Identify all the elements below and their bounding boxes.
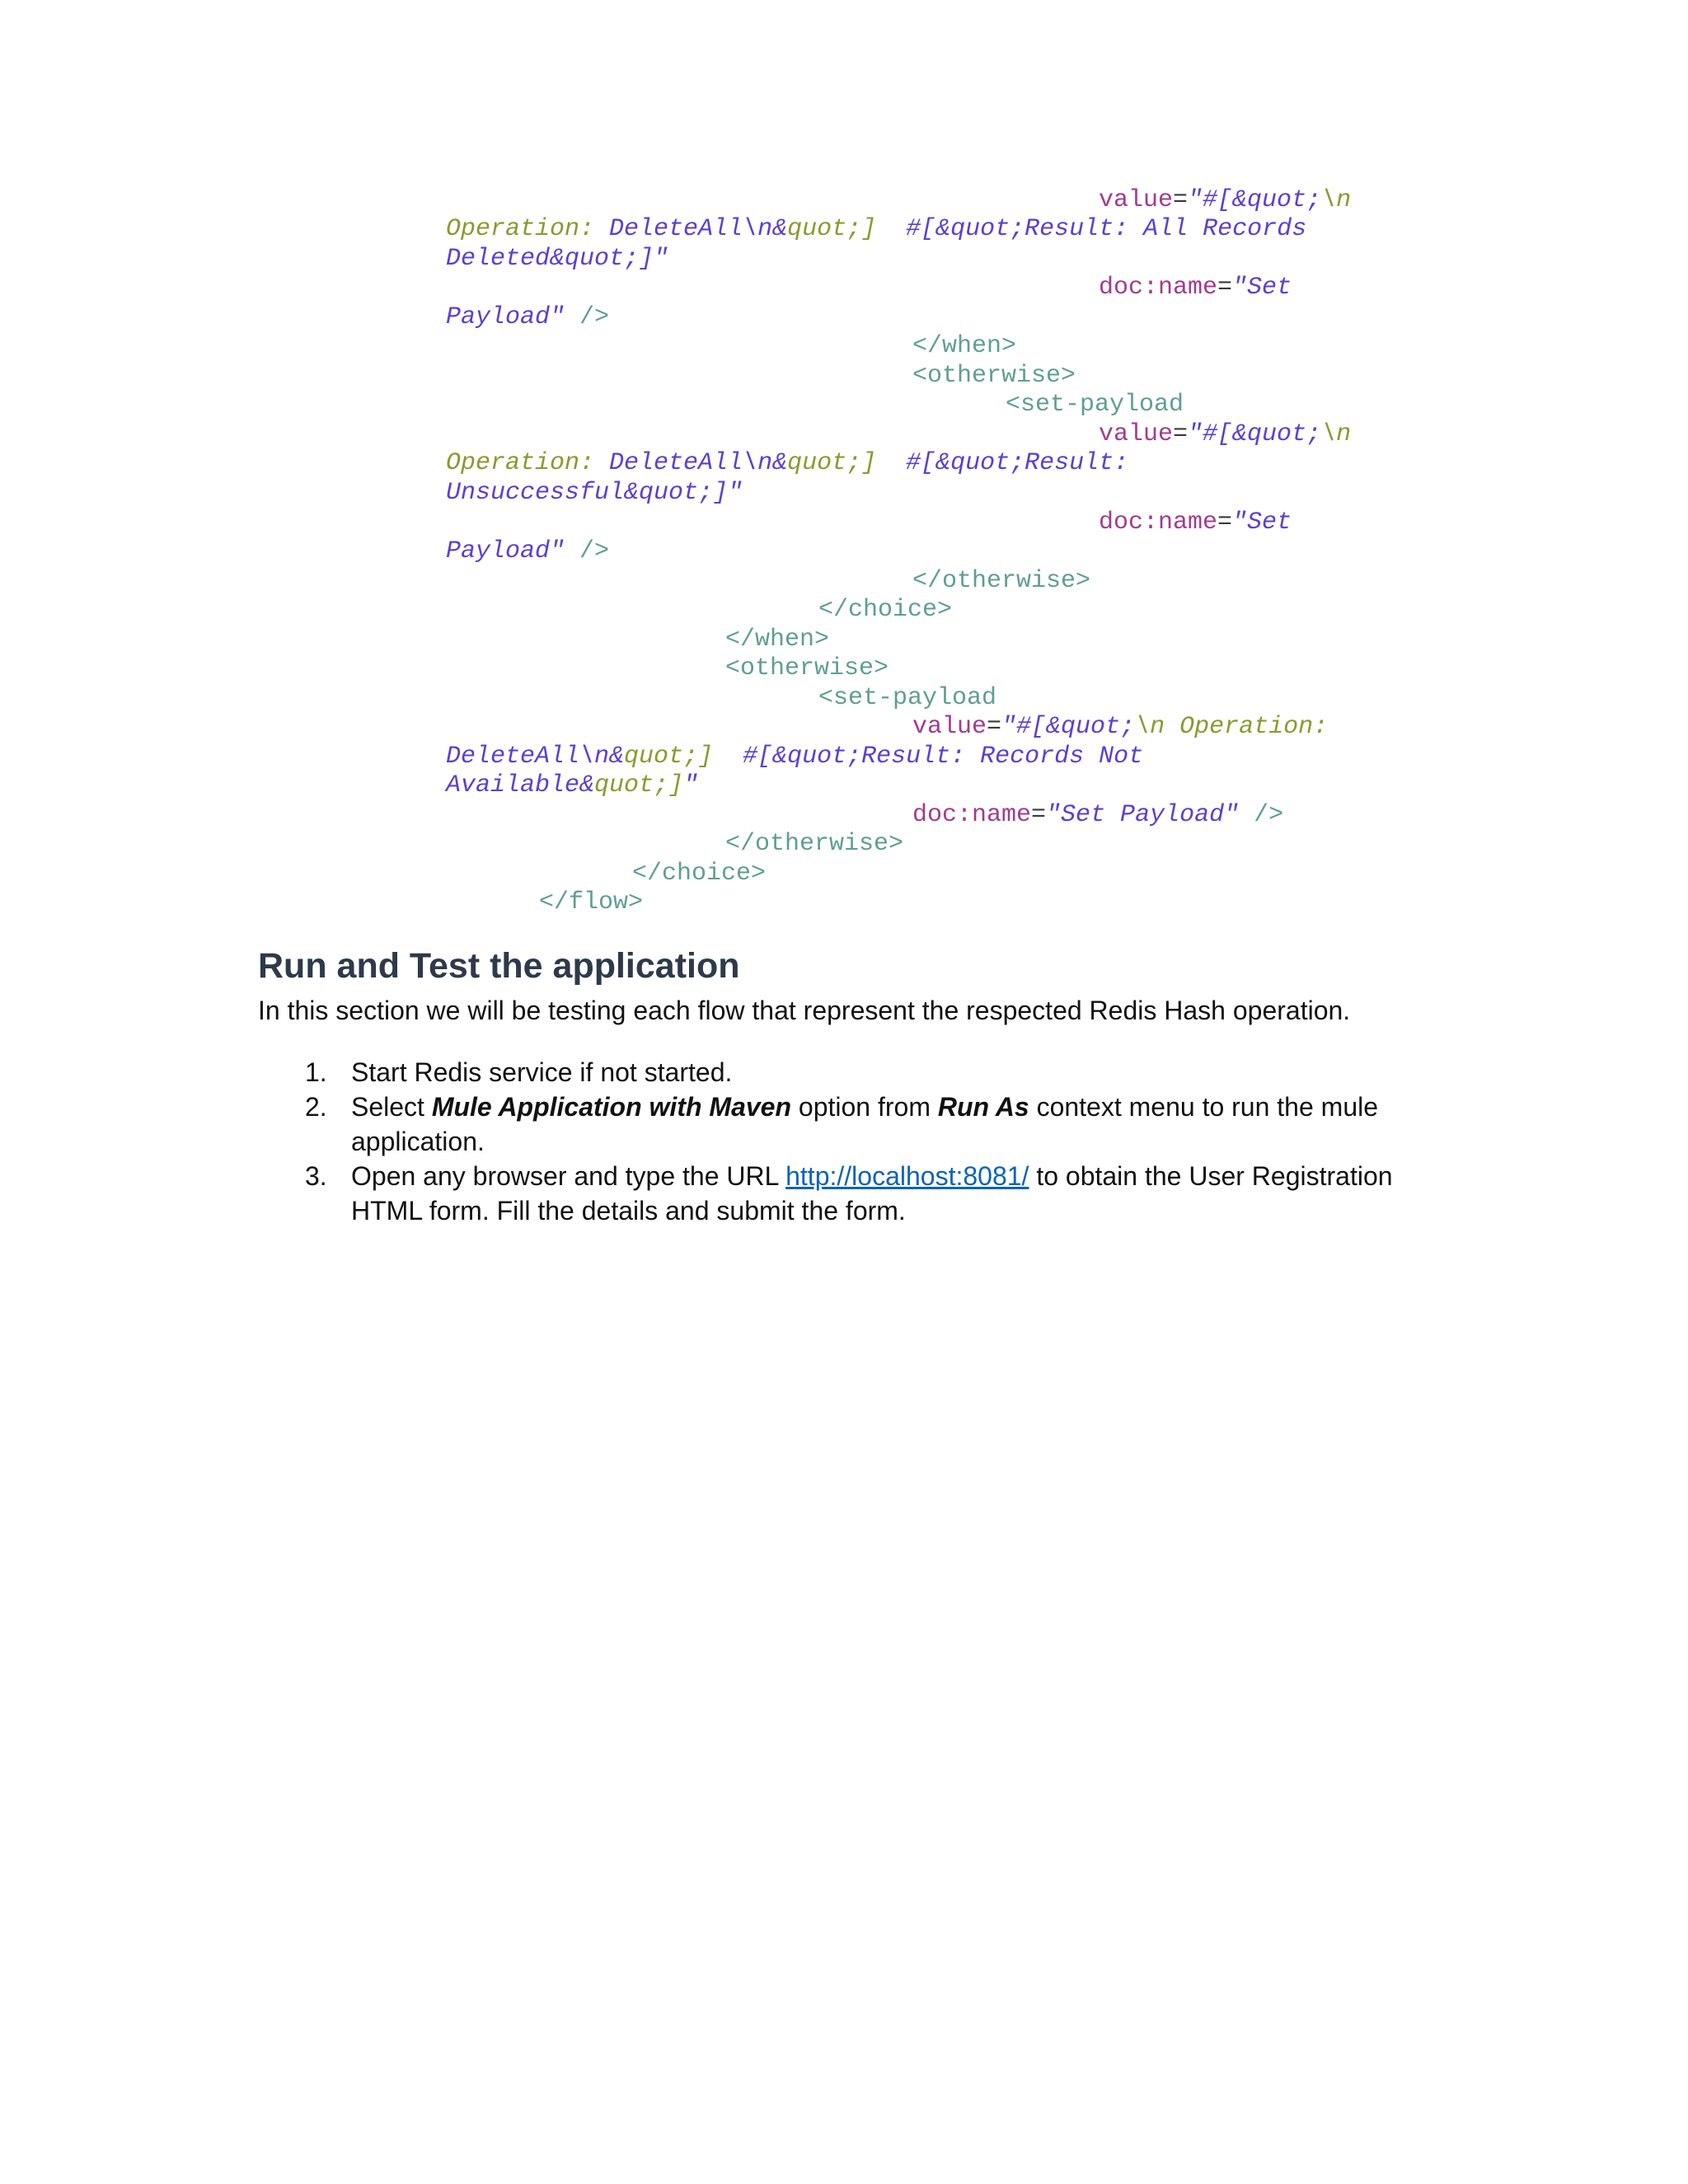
section-heading: Run and Test the application	[258, 946, 740, 986]
code-token: =	[1031, 801, 1047, 829]
code-line	[725, 654, 889, 684]
code-token: =	[1173, 186, 1189, 214]
code-token: </choice>	[632, 860, 767, 888]
code-token: </when>	[912, 332, 1017, 360]
url-link[interactable]: http://localhost:8081/	[785, 1161, 1029, 1191]
list-item-text	[351, 1159, 1428, 1228]
code-token: </otherwise>	[725, 830, 904, 858]
code-line	[446, 449, 1128, 479]
code-line	[446, 479, 743, 509]
step-text-run: Start Redis service if not started.	[351, 1057, 733, 1087]
step-text-run: option from	[791, 1092, 938, 1122]
code-token: quot;]	[787, 215, 877, 243]
code-line	[1099, 420, 1351, 450]
code-token: =	[1173, 420, 1189, 448]
code-line	[912, 713, 1328, 743]
code-token: Payload"	[446, 537, 565, 565]
code-line	[1006, 391, 1184, 420]
code-line	[818, 596, 952, 626]
code-line	[446, 771, 698, 801]
code-token: DeleteAll\n&	[594, 215, 788, 243]
code-token: =	[987, 713, 1002, 741]
code-token: <set-payload	[818, 684, 997, 712]
code-token: "#[&quot;	[1001, 713, 1136, 741]
code-token: "Set	[1232, 274, 1292, 302]
code-token: "Set Payload"	[1046, 801, 1240, 829]
code-token: quot;]	[624, 743, 714, 771]
code-token: />	[565, 537, 610, 565]
code-token: </when>	[725, 626, 830, 654]
code-token: Operation:	[446, 215, 595, 243]
code-line	[1099, 274, 1292, 303]
code-token: "Set	[1232, 509, 1292, 537]
code-token: =	[1217, 274, 1233, 302]
code-token: <otherwise>	[912, 362, 1076, 390]
code-token: quot;]	[787, 449, 877, 477]
code-token: doc:name	[912, 801, 1032, 829]
code-token: />	[1239, 801, 1284, 829]
section-intro: In this section we will be testing each flow that represent the respected Redis Hash operation.	[258, 996, 1351, 1025]
code-line	[912, 362, 1076, 391]
code-line	[912, 801, 1283, 831]
code-token: Available&	[446, 771, 595, 799]
code-line	[446, 215, 1306, 245]
code-line	[632, 860, 766, 889]
code-token: value	[1099, 420, 1174, 448]
code-line	[446, 303, 609, 333]
code-token: DeleteAll\n&	[446, 743, 625, 771]
emphasis-text: Mule Application with Maven	[431, 1092, 791, 1122]
list-item	[258, 1090, 1428, 1159]
code-token: quot;]	[594, 771, 684, 799]
step-text-run: Select	[351, 1092, 432, 1122]
code-token: =	[1217, 509, 1233, 537]
code-token: \n Operation:	[1135, 713, 1329, 741]
code-line	[446, 245, 668, 274]
code-token: </choice>	[818, 596, 953, 624]
code-token: </otherwise>	[912, 567, 1091, 595]
code-line	[912, 567, 1090, 597]
list-item-text	[351, 1090, 1428, 1159]
code-token: Deleted&quot;]"	[446, 245, 669, 273]
code-line	[539, 888, 643, 918]
code-token: <otherwise>	[725, 654, 889, 682]
code-token: />	[565, 303, 610, 331]
code-token: </flow>	[539, 888, 644, 916]
list-item-number: 2.	[305, 1092, 327, 1122]
list-item-text	[351, 1055, 1428, 1090]
code-token: DeleteAll\n&	[594, 449, 788, 477]
code-line	[912, 332, 1016, 362]
code-token: #[&quot;Result: All Records	[876, 215, 1307, 243]
code-token: \n	[1321, 186, 1352, 214]
list-item-number: 1.	[305, 1057, 327, 1087]
code-token: "#[&quot;	[1188, 186, 1322, 214]
code-listing	[0, 0, 1688, 940]
list-item	[258, 1055, 1428, 1090]
code-line	[446, 537, 609, 567]
list-item-number: 3.	[305, 1161, 327, 1191]
code-token: doc:name	[1099, 509, 1218, 537]
code-line	[446, 743, 1143, 772]
emphasis-text: Run As	[937, 1092, 1029, 1122]
code-token: value	[912, 713, 987, 741]
code-line	[1099, 509, 1292, 538]
step-text-run: Open any browser and type the URL	[351, 1161, 786, 1191]
code-token: "	[683, 771, 699, 799]
code-token: "#[&quot;	[1188, 420, 1322, 448]
step-text-run: context menu to run the mule application.	[351, 1092, 1379, 1156]
code-token: doc:name	[1099, 274, 1218, 302]
code-token: #[&quot;Result: Records Not	[713, 743, 1144, 771]
code-line	[725, 830, 903, 860]
code-line	[818, 684, 996, 714]
list-item	[258, 1159, 1428, 1228]
code-token: value	[1099, 186, 1174, 214]
code-line	[1099, 186, 1351, 216]
code-token: Unsuccessful&quot;]"	[446, 479, 743, 507]
code-token: #[&quot;Result:	[876, 449, 1129, 477]
code-token: Payload"	[446, 303, 565, 331]
code-token: Operation:	[446, 449, 595, 477]
steps-list	[258, 1055, 1428, 1228]
step-text-run: to obtain the User Registration HTML form. Fill the details and submit the form.	[351, 1161, 1393, 1226]
code-line	[725, 626, 829, 655]
code-token: \n	[1321, 420, 1352, 448]
code-token: <set-payload	[1006, 391, 1184, 419]
